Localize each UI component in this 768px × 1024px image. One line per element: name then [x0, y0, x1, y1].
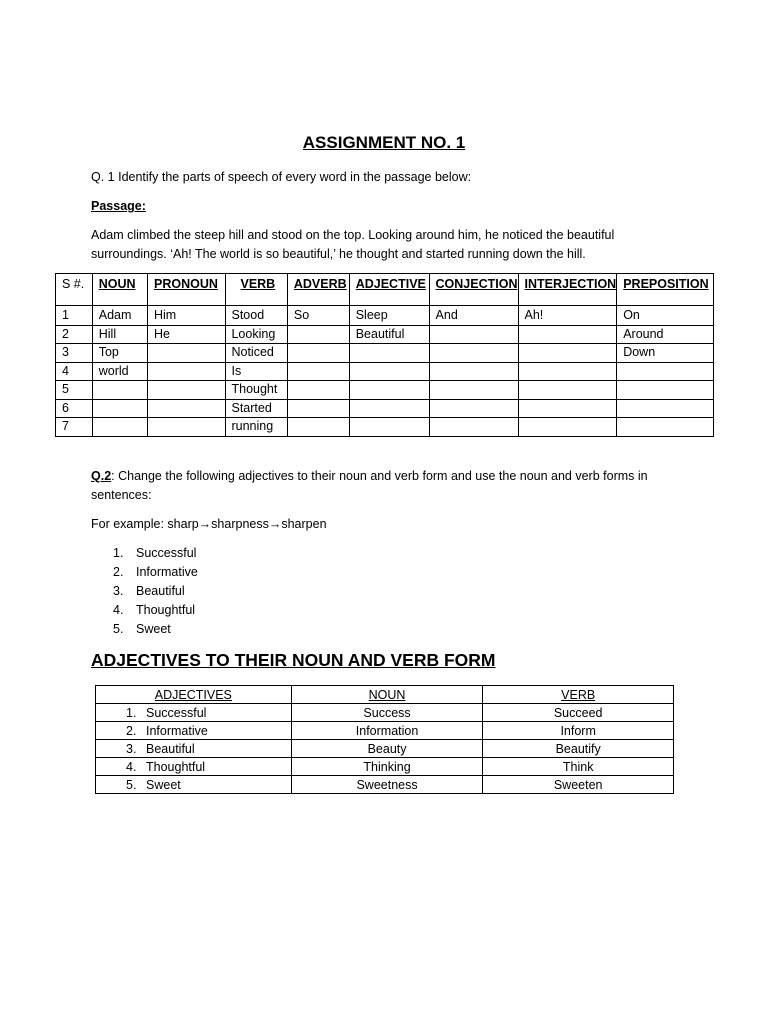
- row-number: 4.: [126, 759, 137, 774]
- cell-noun: Sweetness: [291, 776, 483, 794]
- header-pronoun: PRONOUN: [147, 274, 226, 306]
- cell-verb: running: [226, 418, 287, 437]
- cell-adjective: [349, 362, 429, 381]
- header-conjection: CONJECTION: [429, 274, 518, 306]
- cell-verb: Succeed: [483, 704, 674, 722]
- cell-sno: 5: [56, 381, 93, 400]
- cell-noun: Hill: [92, 325, 147, 344]
- table-row: [96, 776, 674, 794]
- cell-conjection: [429, 362, 518, 381]
- cell-noun: [92, 418, 147, 437]
- cell-conjection: [429, 381, 518, 400]
- header-adjectives: ADJECTIVES: [96, 686, 292, 704]
- table-row: [56, 325, 714, 344]
- parts-of-speech-table: [55, 273, 714, 437]
- cell-adjective: Beautiful: [349, 325, 429, 344]
- header-verb: VERB: [483, 686, 674, 704]
- cell-adjective: [96, 704, 292, 722]
- cell-noun: [92, 381, 147, 400]
- table-row: [96, 740, 674, 758]
- cell-preposition: Down: [617, 344, 714, 363]
- cell-verb: Beautify: [483, 740, 674, 758]
- table-row: [56, 344, 714, 363]
- cell-sno: 3: [56, 344, 93, 363]
- cell-noun: [92, 399, 147, 418]
- cell-adjective: [349, 399, 429, 418]
- cell-preposition: [617, 418, 714, 437]
- cell-interjection: [518, 325, 617, 344]
- cell-noun: Top: [92, 344, 147, 363]
- cell-adverb: [287, 381, 349, 400]
- header-adverb: ADVERB: [287, 274, 349, 306]
- cell-pronoun: [147, 381, 226, 400]
- cell-pronoun: [147, 418, 226, 437]
- cell-noun: Adam: [92, 306, 147, 326]
- cell-conjection: [429, 399, 518, 418]
- cell-verb: Stood: [226, 306, 287, 326]
- cell-preposition: [617, 399, 714, 418]
- cell-verb: Looking: [226, 325, 287, 344]
- cell-conjection: [429, 325, 518, 344]
- cell-adjective: [96, 722, 292, 740]
- cell-preposition: [617, 381, 714, 400]
- cell-adjective: [96, 776, 292, 794]
- example-text: For example: sharp→sharpness→sharpen: [91, 517, 327, 531]
- passage-line-2: surroundings. ‘Ah! The world is so beautiful,’ he thought and started running down the hill.: [91, 247, 586, 261]
- cell-adjective: [349, 381, 429, 400]
- question-2-line-2: sentences:: [91, 488, 152, 502]
- cell-verb: Is: [226, 362, 287, 381]
- cell-interjection: [518, 399, 617, 418]
- cell-verb: Noticed: [226, 344, 287, 363]
- cell-noun: world: [92, 362, 147, 381]
- cell-adverb: [287, 418, 349, 437]
- cell-conjection: [429, 344, 518, 363]
- adjective-text: Thoughtful: [146, 759, 206, 774]
- cell-verb: Sweeten: [483, 776, 674, 794]
- cell-sno: 6: [56, 399, 93, 418]
- question-2-text: : Change the following adjectives to their noun and verb form and use the noun and verb forms in: [111, 469, 648, 483]
- cell-conjection: [429, 418, 518, 437]
- cell-sno: 4: [56, 362, 93, 381]
- header-verb: VERB: [226, 274, 287, 306]
- cell-verb: Thought: [226, 381, 287, 400]
- cell-interjection: [518, 418, 617, 437]
- adjective-forms-table: [95, 685, 674, 794]
- table-row: [96, 704, 674, 722]
- cell-pronoun: [147, 399, 226, 418]
- header-interjection: INTERJECTION: [518, 274, 617, 306]
- cell-sno: 7: [56, 418, 93, 437]
- cell-pronoun: Him: [147, 306, 226, 326]
- adjective-text: Sweet: [146, 777, 181, 792]
- cell-interjection: [518, 344, 617, 363]
- cell-adverb: So: [287, 306, 349, 326]
- question-2-label: Q.2: [91, 469, 112, 483]
- row-number: 1.: [126, 705, 137, 720]
- page-title: ASSIGNMENT NO. 1: [302, 133, 466, 152]
- question-2: [91, 467, 648, 486]
- row-number: 2.: [126, 723, 137, 738]
- cell-adjective: [349, 344, 429, 363]
- header-preposition: PREPOSITION: [617, 274, 714, 306]
- adjective-text: Informative: [146, 723, 208, 738]
- cell-conjection: And: [429, 306, 518, 326]
- adjective-text: Beautiful: [146, 741, 195, 756]
- cell-adjective: [96, 740, 292, 758]
- list-item: 5. Sweet: [113, 622, 171, 636]
- table-row: [56, 381, 714, 400]
- cell-noun: Success: [291, 704, 483, 722]
- cell-adverb: [287, 399, 349, 418]
- cell-verb: Inform: [483, 722, 674, 740]
- cell-adjective: [96, 758, 292, 776]
- cell-adverb: [287, 344, 349, 363]
- cell-adjective: Sleep: [349, 306, 429, 326]
- cell-verb: Started: [226, 399, 287, 418]
- cell-sno: 2: [56, 325, 93, 344]
- question-1: Q. 1 Identify the parts of speech of every word in the passage below:: [91, 170, 472, 184]
- cell-pronoun: He: [147, 325, 226, 344]
- cell-noun: Information: [291, 722, 483, 740]
- cell-pronoun: [147, 344, 226, 363]
- cell-adverb: [287, 325, 349, 344]
- cell-noun: Thinking: [291, 758, 483, 776]
- list-item: 1. Successful: [113, 546, 197, 560]
- cell-adjective: [349, 418, 429, 437]
- adjective-list: [91, 544, 198, 639]
- cell-sno: 1: [56, 306, 93, 326]
- table-row: [96, 758, 674, 776]
- cell-interjection: Ah!: [518, 306, 617, 326]
- cell-pronoun: [147, 362, 226, 381]
- list-item: 3. Beautiful: [113, 584, 185, 598]
- cell-preposition: [617, 362, 714, 381]
- table-header-row: [56, 274, 714, 306]
- list-item: 2. Informative: [113, 565, 198, 579]
- cell-noun: Beauty: [291, 740, 483, 758]
- table-row: [56, 306, 714, 326]
- cell-verb: Think: [483, 758, 674, 776]
- cell-interjection: [518, 381, 617, 400]
- cell-preposition: Around: [617, 325, 714, 344]
- table-row: [56, 362, 714, 381]
- table-row: [56, 399, 714, 418]
- table-row: [96, 722, 674, 740]
- cell-preposition: On: [617, 306, 714, 326]
- section-heading: ADJECTIVES TO THEIR NOUN AND VERB FORM: [91, 650, 496, 670]
- header-noun: NOUN: [291, 686, 483, 704]
- cell-interjection: [518, 362, 617, 381]
- table-header-row: [96, 686, 674, 704]
- header-adjective: ADJECTIVE: [349, 274, 429, 306]
- row-number: 3.: [126, 741, 137, 756]
- header-sno: S #.: [56, 274, 93, 306]
- table-row: [56, 418, 714, 437]
- passage-label: Passage:: [91, 199, 146, 213]
- header-noun: NOUN: [92, 274, 147, 306]
- passage-line-1: Adam climbed the steep hill and stood on the top. Looking around him, he noticed the beautiful: [91, 228, 615, 242]
- adjective-text: Successful: [146, 705, 207, 720]
- cell-adverb: [287, 362, 349, 381]
- row-number: 5.: [126, 777, 137, 792]
- list-item: 4. Thoughtful: [113, 603, 196, 617]
